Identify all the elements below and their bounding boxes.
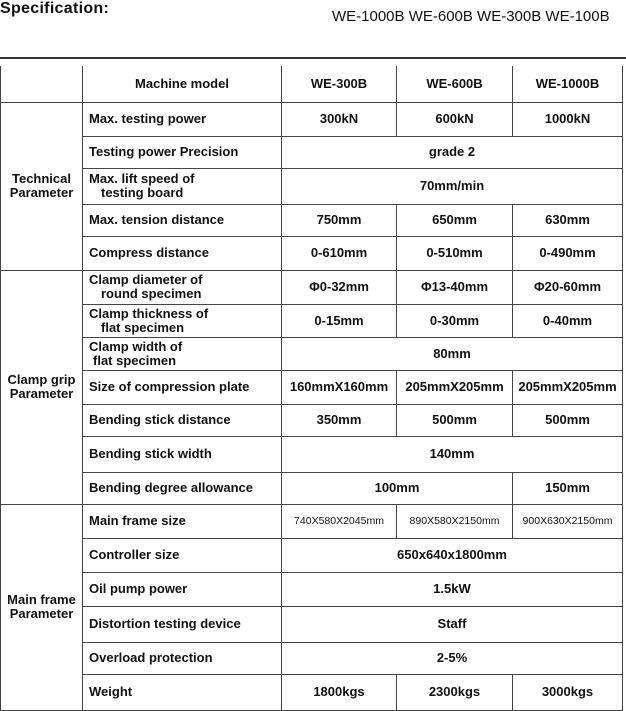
row-label-oil-pump: Oil pump power bbox=[83, 572, 282, 606]
table-row bbox=[1, 236, 623, 270]
spec-title: Specification: bbox=[0, 0, 110, 17]
cell-value: 500mm bbox=[397, 404, 513, 436]
cell-value: 0-510mm bbox=[397, 236, 513, 270]
table-row bbox=[1, 606, 623, 642]
cell-value: 500mm bbox=[513, 404, 623, 436]
cell-value: 205mmX205mm bbox=[513, 370, 623, 404]
row-label-bending-width: Bending stick width bbox=[83, 436, 282, 472]
table-row bbox=[1, 304, 623, 337]
row-label-distortion-device: Distortion testing device bbox=[83, 606, 282, 642]
cell-value: 2300kgs bbox=[397, 674, 513, 710]
cell-value: 1000kN bbox=[513, 102, 623, 136]
table-row bbox=[1, 504, 623, 538]
table-row bbox=[1, 642, 623, 674]
cell-value: 1.5kW bbox=[282, 572, 623, 606]
table-row bbox=[1, 436, 623, 472]
row-label-bending-distance: Bending stick distance bbox=[83, 404, 282, 436]
row-label-tension: Max. tension distance bbox=[83, 204, 282, 236]
row-label-lift-speed: Max. lift speed of testing board bbox=[83, 168, 282, 204]
cell-value: Φ0-32mm bbox=[282, 270, 397, 304]
table-row bbox=[1, 66, 623, 102]
cell-value: 890X580X2150mm bbox=[397, 504, 513, 538]
cell-value: 150mm bbox=[513, 472, 623, 504]
cell-value: 0-30mm bbox=[397, 304, 513, 337]
cell-value: grade 2 bbox=[282, 136, 623, 168]
table-row bbox=[1, 168, 623, 204]
table-row bbox=[1, 204, 623, 236]
cell-value: 630mm bbox=[513, 204, 623, 236]
cell-value: Φ20-60mm bbox=[513, 270, 623, 304]
cell-value: Staff bbox=[282, 606, 623, 642]
table-row bbox=[1, 370, 623, 404]
header-divider bbox=[0, 57, 626, 59]
row-label-max-power: Max. testing power bbox=[83, 102, 282, 136]
row-label-clamp-width: Clamp width of flat specimen bbox=[83, 337, 282, 370]
cell-value: 0-610mm bbox=[282, 236, 397, 270]
model-header-we600b: WE-600B bbox=[397, 66, 513, 102]
cell-value: 140mm bbox=[282, 436, 623, 472]
cell-value: 600kN bbox=[397, 102, 513, 136]
group-technical-parameter: Technical Parameter bbox=[1, 102, 83, 270]
row-label-weight: Weight bbox=[83, 674, 282, 710]
cell-value: 205mmX205mm bbox=[397, 370, 513, 404]
row-label-clamp-thickness: Clamp thickness of flat specimen bbox=[83, 304, 282, 337]
cell-value: 1800kgs bbox=[282, 674, 397, 710]
cell-value: Φ13-40mm bbox=[397, 270, 513, 304]
row-label-compress: Compress distance bbox=[83, 236, 282, 270]
row-label-controller-size: Controller size bbox=[83, 538, 282, 572]
cell-value: 2-5% bbox=[282, 642, 623, 674]
model-header-we300b: WE-300B bbox=[282, 66, 397, 102]
model-header-label: Machine model bbox=[83, 66, 282, 102]
cell-value: 740X580X2045mm bbox=[282, 504, 397, 538]
table-row bbox=[1, 337, 623, 370]
table-row bbox=[1, 572, 623, 606]
cell-value: 70mm/min bbox=[282, 168, 623, 204]
cell-value: 0-490mm bbox=[513, 236, 623, 270]
table-row bbox=[1, 270, 623, 304]
cell-value: 0-15mm bbox=[282, 304, 397, 337]
row-label-clamp-round: Clamp diameter of round specimen bbox=[83, 270, 282, 304]
cell-value: 350mm bbox=[282, 404, 397, 436]
table-row bbox=[1, 102, 623, 136]
table-row bbox=[1, 136, 623, 168]
spec-table bbox=[0, 66, 623, 711]
models-line: WE-1000B WE-600B WE-300B WE-100B bbox=[332, 8, 610, 25]
row-label-compression-plate: Size of compression plate bbox=[83, 370, 282, 404]
cell-value: 0-40mm bbox=[513, 304, 623, 337]
cell-value: 3000kgs bbox=[513, 674, 623, 710]
cell-value: 100mm bbox=[282, 472, 513, 504]
row-label-precision: Testing power Precision bbox=[83, 136, 282, 168]
cell-value: 160mmX160mm bbox=[282, 370, 397, 404]
cell-value: 650mm bbox=[397, 204, 513, 236]
table-row bbox=[1, 674, 623, 710]
cell-value: 900X630X2150mm bbox=[513, 504, 623, 538]
table-row bbox=[1, 472, 623, 504]
cell-value: 750mm bbox=[282, 204, 397, 236]
cell-value: 650x640x1800mm bbox=[282, 538, 623, 572]
model-header-we1000b: WE-1000B bbox=[513, 66, 623, 102]
cell-value: 300kN bbox=[282, 102, 397, 136]
row-label-main-frame-size: Main frame size bbox=[83, 504, 282, 538]
cell-value: 80mm bbox=[282, 337, 623, 370]
table-row bbox=[1, 538, 623, 572]
group-main-frame-parameter: Main frame Parameter bbox=[1, 504, 83, 710]
row-label-overload: Overload protection bbox=[83, 642, 282, 674]
row-label-bending-allowance: Bending degree allowance bbox=[83, 472, 282, 504]
table-row bbox=[1, 404, 623, 436]
group-clamp-grip-parameter: Clamp grip Parameter bbox=[1, 270, 83, 504]
